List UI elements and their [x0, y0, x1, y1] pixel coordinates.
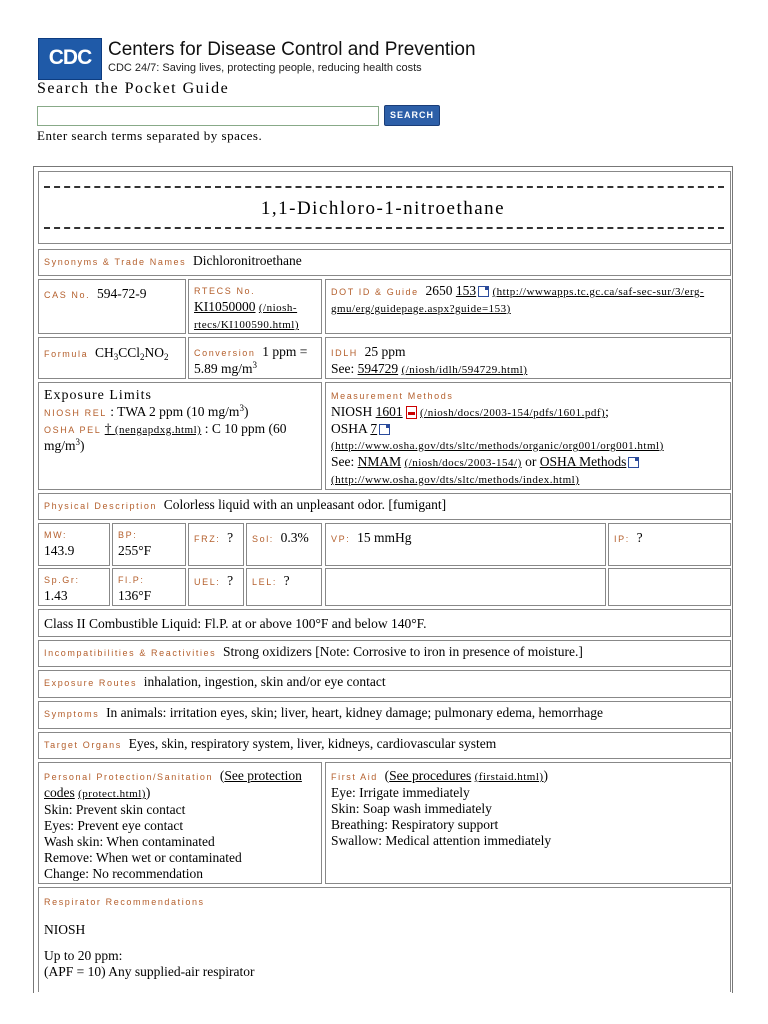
formula-label: Formula [44, 349, 89, 359]
rtecs-url[interactable]: (/niosh-rtecs/KI100590.html) [194, 302, 300, 331]
logo-text: CDC [48, 46, 92, 69]
sol-value: 0.3% [280, 530, 309, 545]
routes-row [38, 670, 731, 698]
incompat-label: Incompatibilities & Reactivities [44, 648, 217, 658]
symptoms-row [38, 701, 731, 729]
respirator-level: Up to 20 ppm: [44, 948, 123, 963]
respirator-agency: NIOSH [44, 922, 86, 937]
protection-codes-link[interactable]: See protection codes [44, 768, 302, 800]
divider-top [44, 186, 724, 188]
osha-pel-dagger-link[interactable]: † (nengapdxg.html) [104, 421, 202, 436]
osha-pel-label: OSHA PEL [44, 425, 102, 435]
protection-label: Personal Protection/Sanitation [44, 772, 214, 782]
site-header [38, 38, 476, 82]
lel-label: LEL: [252, 577, 277, 587]
protection-line: Remove: When wet or contaminated [44, 850, 242, 865]
protection-cell: Personal Protection/Sanitation (See protection codes (protect.html)) Skin: Prevent skin contact Eyes: Prevent eye contact Wash skin: When contaminated Remove: When wet or contaminated Change: No recommendation [38, 762, 322, 884]
spgr-label: Sp.Gr: [44, 575, 80, 585]
empty-cell [608, 568, 731, 606]
ip-value: ? [636, 530, 643, 545]
lel-value: ? [283, 573, 290, 588]
respirator-cell [38, 887, 731, 992]
niosh-1601-url[interactable]: (/niosh/docs/2003-154/pdfs/1601.pdf) [420, 407, 606, 419]
dot-guide-link[interactable]: 153 [455, 283, 477, 298]
frz-value: ? [227, 530, 234, 545]
incompat-row [38, 640, 731, 667]
cdc-logo[interactable] [38, 38, 102, 80]
external-link-icon [628, 457, 639, 468]
external-link-icon [379, 424, 390, 435]
vp-cell [325, 523, 606, 566]
nmam-url[interactable]: (/niosh/docs/2003-154/) [404, 457, 522, 469]
search-input[interactable] [37, 106, 379, 126]
or-text: or [525, 454, 537, 469]
niosh-method: NIOSH [331, 404, 373, 419]
pdf-icon [406, 406, 417, 419]
mw-cell [38, 523, 110, 566]
cas-cell [38, 279, 186, 334]
first-aid-label: First Aid [331, 772, 378, 782]
idlh-label: IDLH [331, 348, 358, 358]
spgr-value: 1.43 [44, 588, 68, 603]
niosh-1601-link[interactable]: 1601 [375, 404, 403, 419]
first-aid-line: Breathing: Respiratory support [331, 817, 499, 832]
incompat-value: Strong oxidizers [Note: Corrosive to iron in presence of moisture.] [223, 644, 583, 659]
osha-methods-url[interactable]: (http://www.osha.gov/dts/sltc/methods/index.html) [331, 474, 580, 486]
divider-bottom [44, 227, 724, 229]
ip-cell [608, 523, 731, 566]
rtecs-cell [188, 279, 322, 334]
ip-label: IP: [614, 534, 630, 544]
see-label: See: [331, 454, 355, 469]
uel-label: UEL: [194, 577, 221, 587]
cas-value: 594-72-9 [96, 286, 147, 301]
exposure-limits-cell: Exposure Limits NIOSH REL : TWA 2 ppm (10 $mg/m^3$) OSHA PEL † (nengapdxg.html) : C 10 ppm (60 $mg/m^3$) [38, 382, 322, 490]
class-row [38, 609, 731, 637]
routes-value: inhalation, ingestion, skin and/or eye contact [143, 674, 386, 689]
respirator-label: Respirator Recommendations [44, 897, 205, 907]
dot-id: 2650 [425, 283, 453, 298]
synonyms-row [38, 249, 731, 276]
target-value: Eyes, skin, respiratory system, liver, kidneys, cardiovascular system [128, 736, 497, 751]
idlh-see: See: [331, 361, 355, 376]
frz-cell [188, 523, 244, 566]
osha-method: OSHA [331, 421, 368, 436]
procedures-url[interactable]: (firstaid.html) [474, 771, 544, 783]
conversion-a: 1 ppm = [262, 344, 308, 359]
vp-label: VP: [331, 534, 351, 544]
protection-line: Change: No recommendation [44, 866, 203, 881]
bp-value: 255°F [118, 543, 152, 558]
rtecs-label: RTECS No. [194, 286, 256, 296]
first-aid-cell: First Aid (See procedures (firstaid.html)) Eye: Irrigate immediately Skin: Soap wash immediately Breathing: Respiratory support Swallow: Medical attention immediately [325, 762, 731, 884]
flp-cell [112, 568, 186, 606]
org-name: Centers for Disease Control and Prevention [108, 39, 476, 60]
protection-line: Wash skin: When contaminated [44, 834, 215, 849]
target-label: Target Organs [44, 740, 122, 750]
physical-row [38, 493, 731, 520]
synonyms-label: Synonyms & Trade Names [44, 257, 187, 267]
external-link-icon [478, 286, 489, 297]
formula-value: $CH_3CCl_2NO_2$ [94, 345, 169, 362]
first-aid-line: Eye: Irrigate immediately [331, 785, 470, 800]
dot-label: DOT ID & Guide [331, 287, 419, 297]
symptoms-label: Symptoms [44, 709, 100, 719]
niosh-rel-text: : TWA 2 ppm (10 mg/m [110, 404, 240, 419]
conversion-b: 5.89 mg/m [194, 361, 253, 376]
symptoms-value: In animals: irritation eyes, skin; liver, heart, kidney damage; pulmonary edema, hemorrhage [106, 705, 603, 720]
dot-url[interactable]: (http://wwwapps.tc.gc.ca/saf-sec-sur/3/erg-gmu/erg/guidepage.aspx?guide=153) [331, 286, 705, 315]
osha-7-url[interactable]: (http://www.osha.gov/dts/sltc/methods/organic/org001/org001.html) [331, 440, 664, 452]
conversion-label: Conversion [194, 348, 256, 358]
formula-cell [38, 337, 186, 379]
measurement-label: Measurement Methods [331, 391, 454, 401]
flp-value: 136°F [118, 588, 152, 603]
conversion-cell: Conversion 1 ppm = 5.89 $mg/m^3$ [188, 337, 322, 379]
uel-value: ? [227, 573, 234, 588]
exposure-title: Exposure Limits [44, 388, 152, 403]
vp-value: 15 mmHg [357, 530, 412, 545]
protection-line: Skin: Prevent skin contact [44, 802, 186, 817]
respirator-text: (APF = 10) Any supplied-air respirator [44, 964, 255, 979]
bp-cell [112, 523, 186, 566]
tagline: CDC 24/7: Saving lives, protecting people, reducing health costs [108, 62, 422, 74]
physical-value: Colorless liquid with an unpleasant odor. [fumigant] [163, 497, 447, 512]
idlh-link[interactable]: 594729 [357, 361, 399, 376]
flp-label: Fl.P: [118, 575, 145, 585]
synonyms-value: Dichloronitroethane [193, 253, 302, 268]
rtecs-link[interactable]: KI1050000 [194, 299, 256, 314]
empty-cell [325, 568, 606, 606]
search-button[interactable]: SEARCH [384, 105, 440, 126]
lel-cell [246, 568, 322, 606]
chemical-name: 1,1-Dichloro-1-nitroethane [260, 198, 506, 219]
frz-label: FRZ: [194, 534, 221, 544]
idlh-cell [325, 337, 731, 379]
mw-label: MW: [44, 530, 68, 540]
first-aid-line: Skin: Soap wash immediately [331, 801, 492, 816]
search-hint: Enter search terms separated by spaces. [37, 128, 263, 143]
procedures-link[interactable]: See procedures [389, 768, 472, 783]
sol-cell [246, 523, 322, 566]
protection-url[interactable]: (protect.html) [78, 788, 146, 800]
class-text: Class II Combustible Liquid: Fl.P. at or above 100°F and below 140°F. [44, 616, 427, 631]
bp-label: BP: [118, 530, 138, 540]
dot-cell [325, 279, 731, 334]
osha-7-link[interactable]: 7 [370, 421, 378, 436]
physical-label: Physical Description [44, 501, 158, 511]
cas-label: CAS No. [44, 290, 91, 300]
idlh-url[interactable]: (/niosh/idlh/594729.html) [401, 364, 528, 376]
idlh-value: 25 ppm [364, 344, 406, 359]
mw-value: 143.9 [44, 543, 75, 558]
uel-cell [188, 568, 244, 606]
osha-methods-link[interactable]: OSHA Methods [539, 454, 627, 469]
osha-pel-text: : C 10 ppm (60 mg/m [44, 421, 287, 453]
spgr-cell [38, 568, 110, 606]
routes-label: Exposure Routes [44, 678, 138, 688]
protection-line: Eyes: Prevent eye contact [44, 818, 184, 833]
measurement-cell: Measurement Methods NIOSH 1601 (/niosh/docs/2003-154/pdfs/1601.pdf); OSHA 7 (http://www.osha.gov/dts/sltc/methods/organic/org001/org001.html) See: NMAM (/niosh/docs/2003-154/) or OSHA Methods (http://www.osha.gov/dts/sltc/methods/index.html) [325, 382, 731, 490]
niosh-rel-label: NIOSH REL [44, 408, 107, 418]
sol-label: Sol: [252, 534, 274, 544]
nmam-link[interactable]: NMAM [357, 454, 402, 469]
first-aid-line: Swallow: Medical attention immediately [331, 833, 552, 848]
target-row [38, 732, 731, 759]
search-title: Search the Pocket Guide [37, 80, 230, 97]
